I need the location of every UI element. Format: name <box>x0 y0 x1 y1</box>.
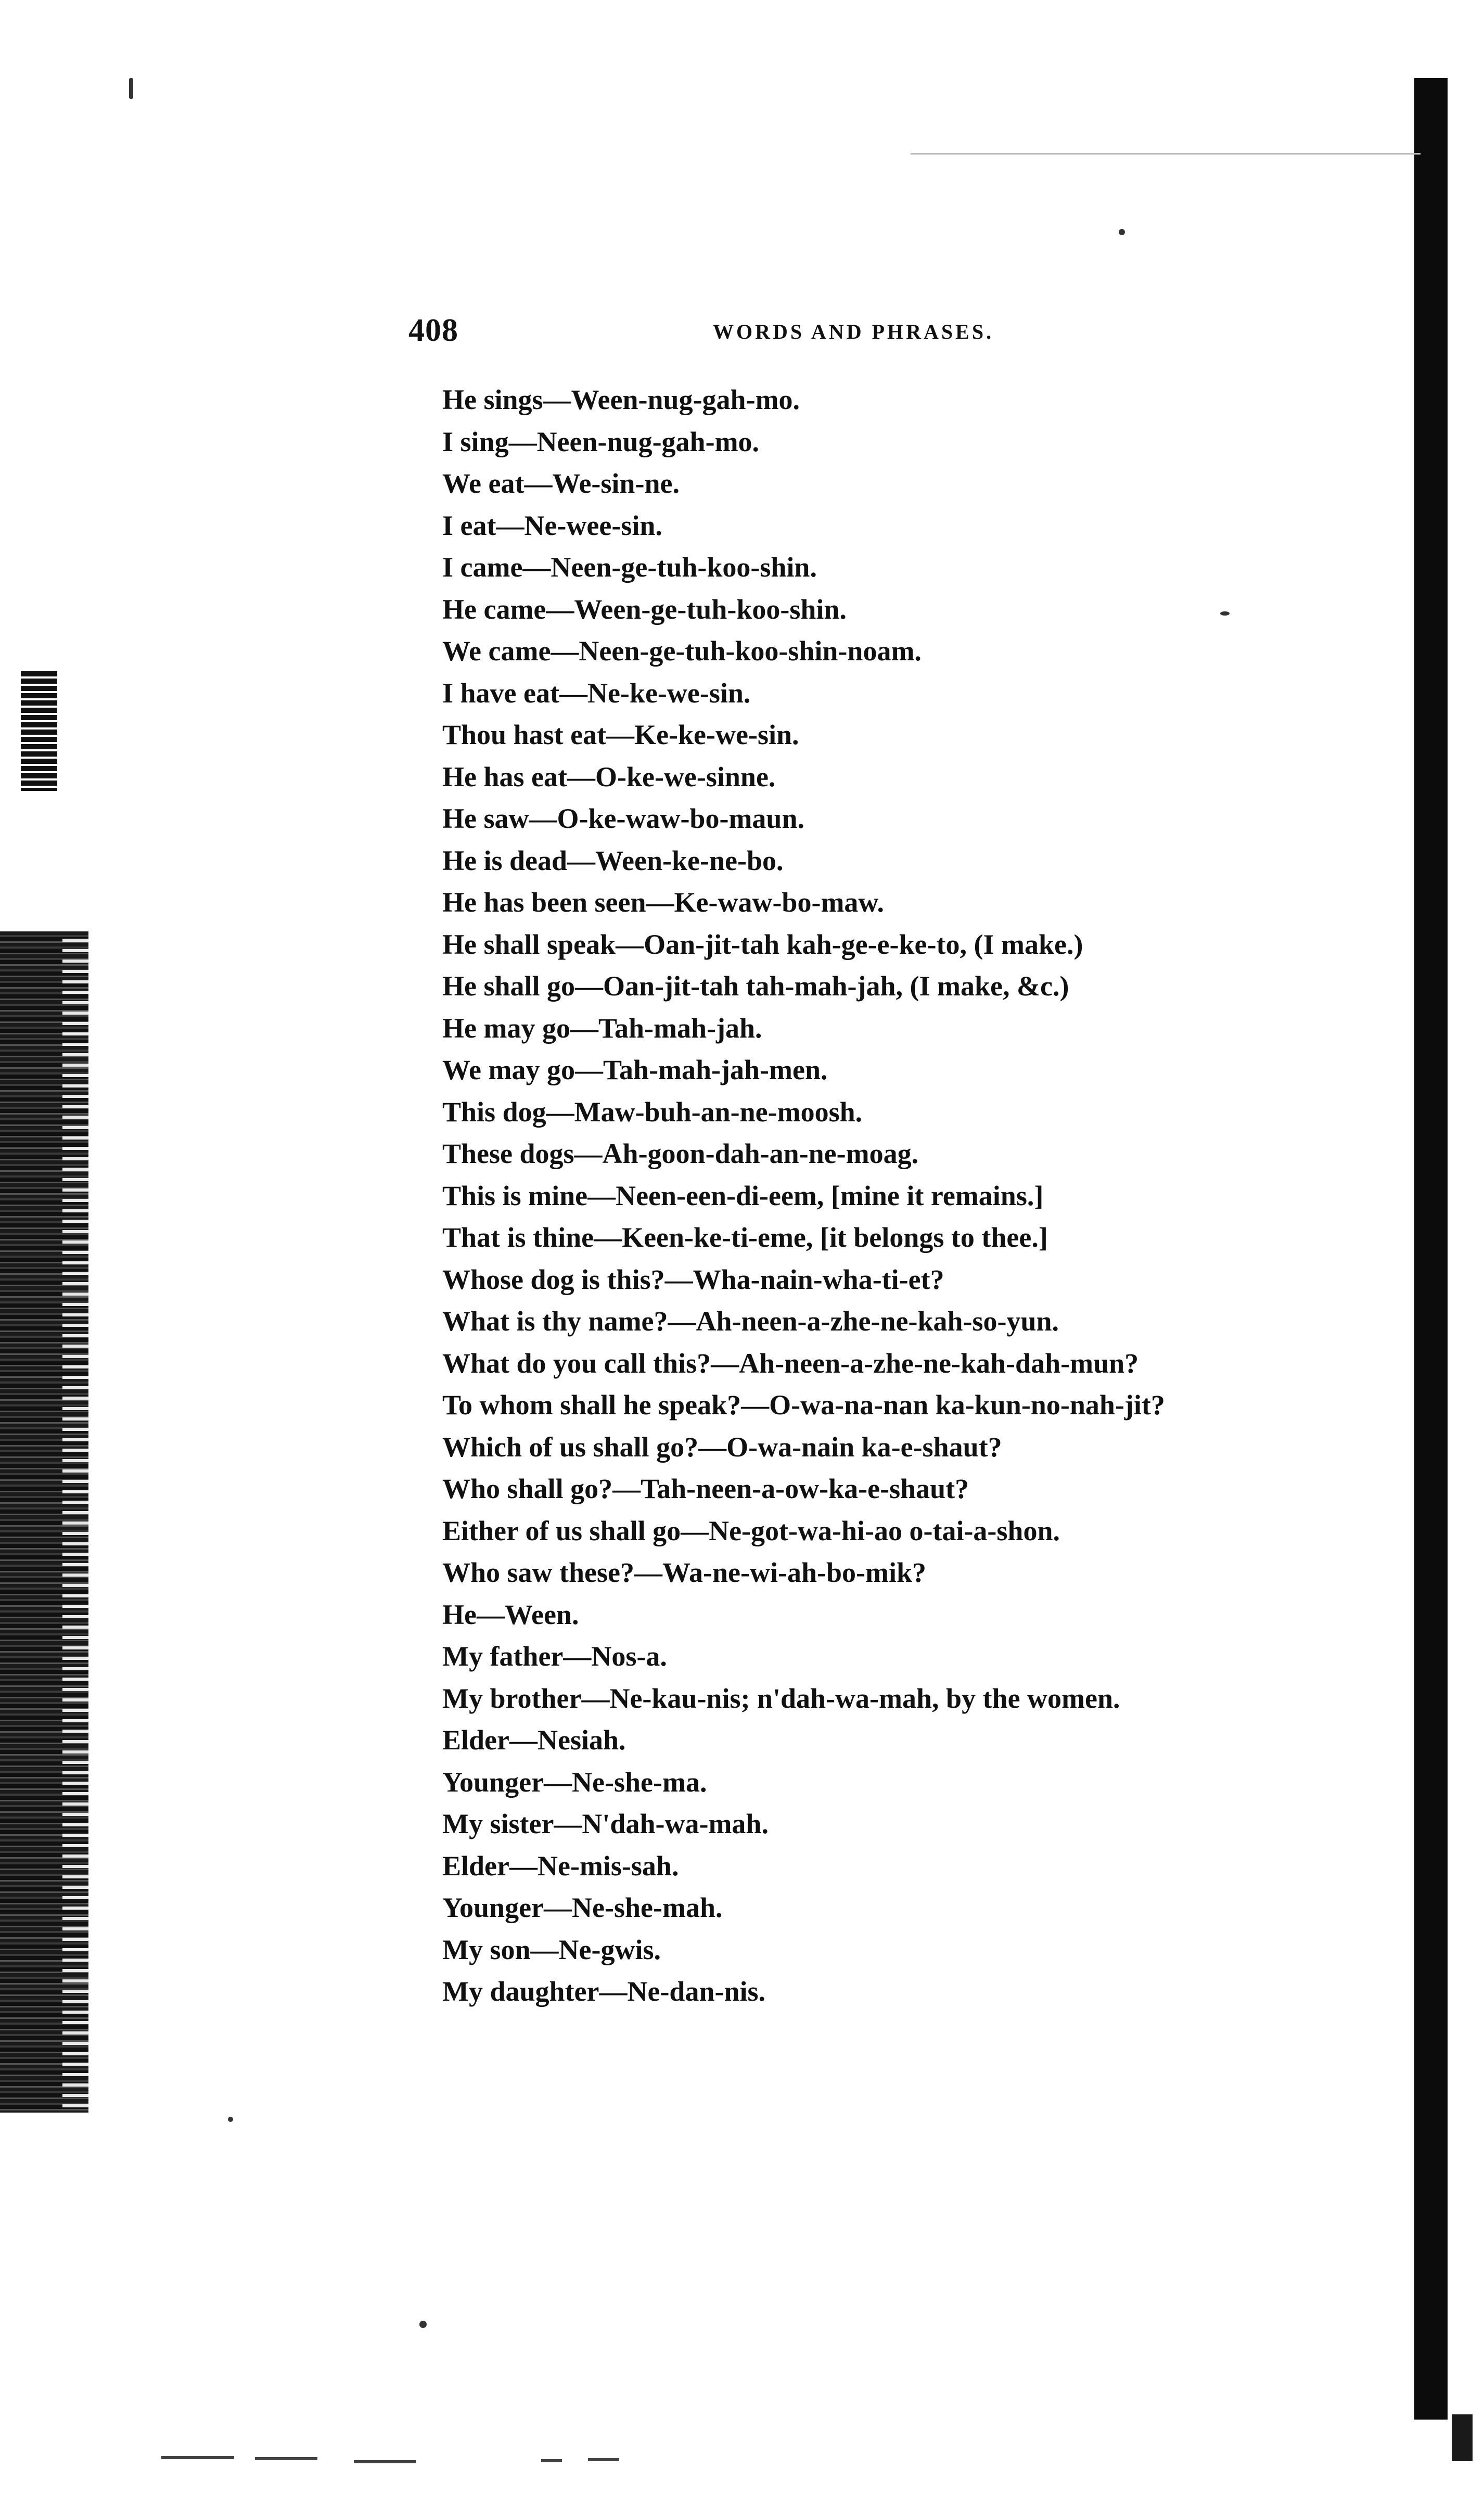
phrase-line: What is thy name?—Ah-neen-a-zhe-ne-kah-so-yun. <box>442 1306 1059 1337</box>
phrase-line: My son—Ne-gwis. <box>442 1934 661 1965</box>
scan-streak-bottom <box>161 2456 234 2459</box>
phrase-line: We came—Neen-ge-tuh-koo-shin-noam. <box>442 635 922 667</box>
binding-shadow-corner <box>1452 2414 1473 2461</box>
phrase-line: I sing—Neen-nug-gah-mo. <box>442 426 760 457</box>
phrase-line: I have eat—Ne-ke-we-sin. <box>442 677 751 709</box>
scan-speck <box>129 78 133 99</box>
phrase-line: I eat—Ne-wee-sin. <box>442 509 662 541</box>
phrase-line: He sings—Ween-nug-gah-mo. <box>442 384 800 415</box>
phrase-line: He saw—O-ke-waw-bo-maun. <box>442 803 804 834</box>
scan-streak-bottom <box>354 2460 416 2463</box>
phrase-line: He has been seen—Ke-waw-bo-maw. <box>442 887 884 918</box>
phrase-line: Elder—Ne-mis-sah. <box>442 1850 679 1882</box>
phrase-line: To whom shall he speak?—O-wa-na-nan ka-kun-no-nah-jit? <box>442 1389 1165 1421</box>
scan-speck <box>419 2321 427 2328</box>
scan-noise-left-fade <box>62 931 94 2113</box>
phrase-line: That is thine—Keen-ke-ti-eme, [it belongs to thee.] <box>442 1222 1048 1253</box>
phrase-line: We may go—Tah-mah-jah-men. <box>442 1054 828 1085</box>
phrase-line: He came—Ween-ge-tuh-koo-shin. <box>442 593 847 625</box>
phrase-list <box>442 379 1337 2013</box>
phrase-line: Which of us shall go?—O-wa-nain ka-e-shaut? <box>442 1431 1002 1463</box>
phrase-line: Who saw these?—Wa-ne-wi-ah-bo-mik? <box>442 1557 927 1588</box>
phrase-line: What do you call this?—Ah-neen-a-zhe-ne-kah-dah-mun? <box>442 1347 1139 1379</box>
phrase-line: Thou hast eat—Ke-ke-we-sin. <box>442 719 799 750</box>
phrase-line: My brother—Ne-kau-nis; n'dah-wa-mah, by the women. <box>442 1682 1120 1714</box>
phrase-line: Whose dog is this?—Wha-nain-wha-ti-et? <box>442 1263 944 1295</box>
phrase-line: Either of us shall go—Ne-got-wa-hi-ao o-tai-a-shon. <box>442 1515 1060 1546</box>
running-head: WORDS AND PHRASES. <box>713 320 994 343</box>
phrase-line: These dogs—Ah-goon-dah-an-ne-moag. <box>442 1138 919 1169</box>
scan-speck <box>228 2117 233 2122</box>
phrase-line: He has eat—O-ke-we-sinne. <box>442 761 776 792</box>
phrase-line: He—Ween. <box>442 1598 579 1630</box>
page-number: 408 <box>408 313 458 348</box>
phrase-line: Who shall go?—Tah-neen-a-ow-ka-e-shaut? <box>442 1473 969 1504</box>
phrase-line: My father—Nos-a. <box>442 1641 667 1672</box>
binding-shadow-right <box>1414 78 1448 2420</box>
scan-streak-top <box>911 153 1421 155</box>
phrase-line: He may go—Tah-mah-jah. <box>442 1012 762 1044</box>
phrase-line: He is dead—Ween-ke-ne-bo. <box>442 845 784 876</box>
phrase-line: He shall speak—Oan-jit-tah kah-ge-e-ke-to, (I make.) <box>442 928 1083 960</box>
scan-streak-bottom <box>541 2459 562 2462</box>
phrase-line: Younger—Ne-she-ma. <box>442 1766 707 1798</box>
phrase-line: He shall go—Oan-jit-tah tah-mah-jah, (I make, &c.) <box>442 970 1069 1002</box>
phrase-line: I came—Neen-ge-tuh-koo-shin. <box>442 552 817 583</box>
phrase-line: My daughter—Ne-dan-nis. <box>442 1976 766 2007</box>
scan-streak-bottom <box>255 2457 317 2460</box>
phrase-line: This dog—Maw-buh-an-ne-moosh. <box>442 1096 863 1128</box>
phrase-line: We eat—We-sin-ne. <box>442 468 680 499</box>
page-header <box>408 312 1043 354</box>
phrase-line: This is mine—Neen-een-di-eem, [mine it remains.] <box>442 1180 1044 1211</box>
scan-streak-bottom <box>588 2458 619 2461</box>
phrase-line: Younger—Ne-she-mah. <box>442 1892 723 1923</box>
phrase-line: My sister—N'dah-wa-mah. <box>442 1808 769 1839</box>
phrase-line: Elder—Nesiah. <box>442 1724 626 1756</box>
scan-noise-left-upper <box>21 671 57 791</box>
scan-speck <box>1119 229 1125 235</box>
